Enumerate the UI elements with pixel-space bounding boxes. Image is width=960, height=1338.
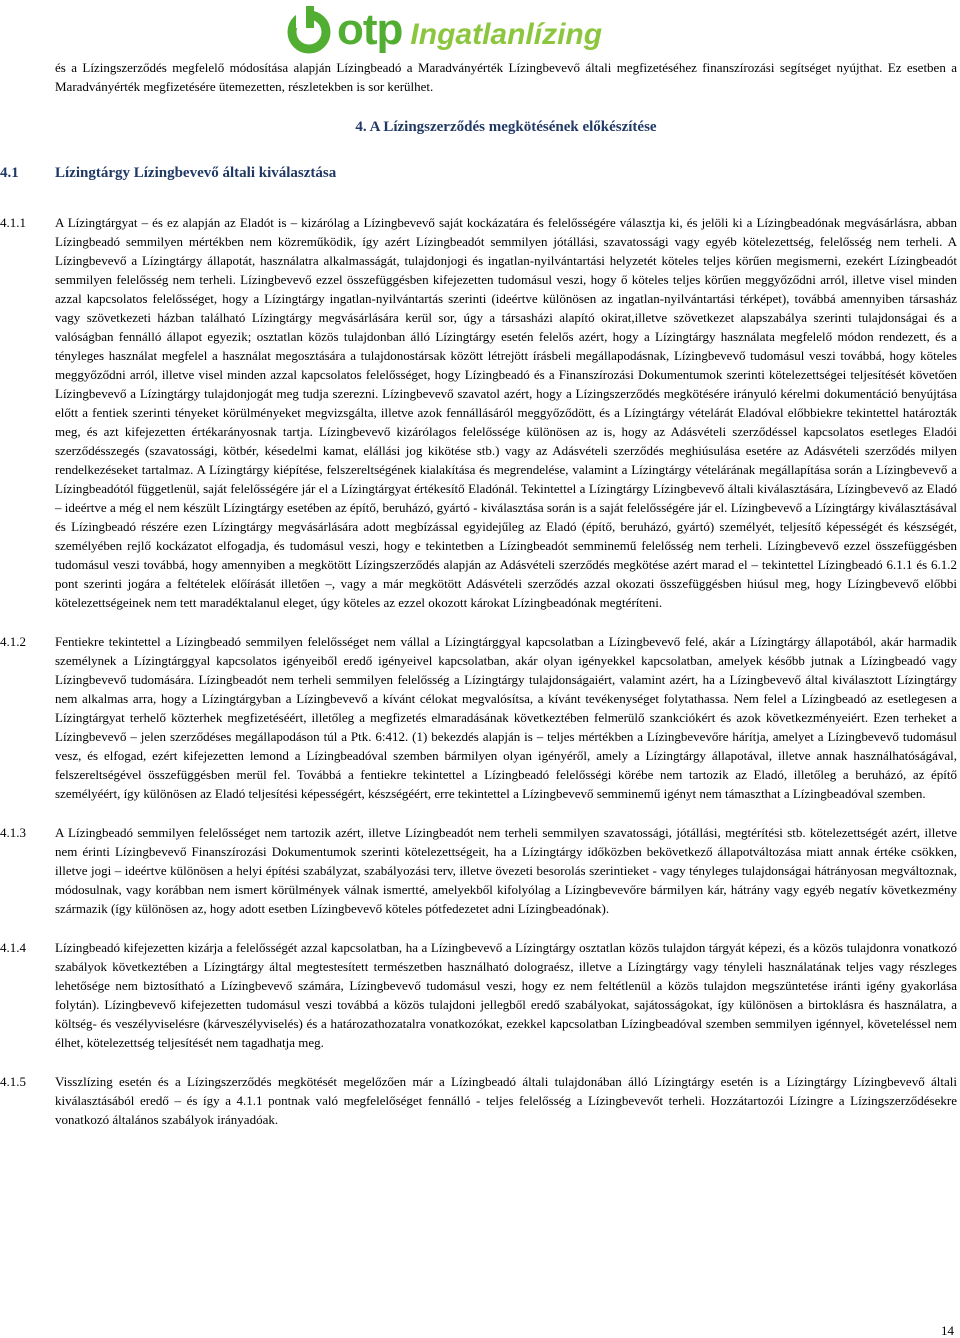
- intro-paragraph: és a Lízingszerződés megfelelő módosítása alapján Lízingbeadó a Maradványérték Lízingbevevő általi megfizetéséhez finanszírozási segítséget nyújthat. Ez esetben a Maradványérték megfizetésére ütemezetten, részletekben is sor kerülhet.: [55, 60, 957, 94]
- subsection-title: Lízingtárgy Lízingbevevő általi kiválasztása: [55, 165, 337, 181]
- subsection-number: 4.1: [0, 165, 19, 181]
- section-title: 4. A Lízingszerződés megkötésének előkészítése: [355, 119, 657, 135]
- logo-word: otp: [337, 5, 403, 54]
- clause-4-1-1: [0, 213, 957, 612]
- clause-number: 4.1.2: [0, 634, 26, 649]
- clause-4-1-2: [0, 632, 957, 803]
- otp-ingatlanlizing-logo: [287, 2, 602, 58]
- clause-number: 4.1.5: [0, 1074, 26, 1089]
- subsection-heading: [0, 163, 957, 183]
- clause-4-1-5: [0, 1072, 957, 1129]
- clause-text: Fentiekre tekintettel a Lízingbeadó semmilyen felelősséget nem vállal a Lízingtárggyal kapcsolatban a Lízingbevevő felé, akár a Lízingtárgy állapotából, akár harmadik személynek a Lízingtárggyal kapcsolatos igényeiből eredő igényeivel kapcsolatban, akár olyan igényekkel kapcsolatban, amelyek később jutnak a Lízingbeadó vagy Lízingbevevő tudomására. Lízingbeadót nem terheli semmilyen felelősség a Lízingtárgy tulajdonságaiért, valamint azért, ha a Lízingbevevő által kiválasztott Lízingtárgy nem alkalmas arra, hogy a Lízingtárgyban a Lízingbevevő a kívánt célokat megvalósítsa, a kívánt tevékenységet folytathassa. Nem felel a Lízingbeadó az esetlegesen a Lízingtárgyat terhelő közterhek megfizetéséért, illetőleg a megfizetés elmaradásának következtében felmerülő szankciókért és azok következményeiért. Ezen terheket a Lízingbevevő – jelen szerződéses megállapodáson túl a Ptk. 6:412. (1) bekezdés alapján is – teljes mértékben a Lízingbevevőre hárítja, amelyet a Lízingbevevő tudomásul vesz, és elfogad, ezért kifejezetten lemond a Lízingbeadóval szemben bármilyen olyan igényéről, amely a Lízingtárgy állapotával, illetve annak használhatóságával, felszereltségével összefüggésben merül fel. Továbbá a fentiekre tekintettel a Lízingbeadó felelősségi körébe nem tartozik az Eladó, illetőleg a beruházó, az építő személyéért, így különösen az Eladó teljesítési képességért, készségéért, erre tekintettel a Lízingbevevő semminemű igényt nem támaszthat a Lízingbeadóval szemben.: [55, 634, 957, 801]
- otp-logo-mark-icon: [287, 6, 331, 54]
- clause-number: 4.1.1: [0, 215, 26, 230]
- clause-number: 4.1.4: [0, 940, 26, 955]
- clause-4-1-4: [0, 938, 957, 1052]
- clause-text: A Lízingbeadó semmilyen felelősséget nem tartozik azért, illetve Lízingbeadót nem terheli semmilyen szavatossági, jótállási, megtérítési stb. kötelezettségét azért, illetve nem érinti Lízingbevevő Finanszírozási Dokumentumok szerinti kötelezettségeit, ha a Lízingtárgy időközben bekövetkező állapotváltozása miatt annak értéke csökken, illetve jogi – ideértve különösen a helyi építési szabályzat, szabályozási terv, illetve övezeti besorolás szerintieket - vagy tényleges tulajdonságai hátrányosan megváltoznak, módosulnak, vagy korábban nem ismert körülmények válnak ismertté, amelyekből kifolyólag a Lízingbevevőre bármilyen kár, hátrány vagy egyéb negatív következmény származik (így különösen az, hogy adott esetben Lízingbevevő köteles pótfedezetet adni Lízingbeadónak).: [55, 825, 957, 916]
- clause-4-1-3: [0, 823, 957, 918]
- clause-text: A Lízingtárgyat – és ez alapján az Eladót is – kizárólag a Lízingbevevő saját kockázatára és felelősségére választja ki, és jelöli ki a Lízingbeadónak megvásárlásra, abban Lízingbeadó semmilyen mértékben nem közreműködik, így azért Lízingbeadót semmilyen jótállási, szavatossági vagy egyéb kötelezettség, felelősség nem terheli. A Lízingbevevő a Lízingtárgy állapotát, használatra alkalmasságát, tulajdonjogi és ingatlan-nyilvántartási helyzetét köteles teljes körűen megismerni, ezekért Lízingbeadót semmilyen felelősség nem terheli. Lízingbevevő ezzel összefüggésben kifejezetten tudomásul veszi, hogy ő köteles teljes körűen meggyőződni arról, illetve visel minden azzal kapcsolatos felelősséget, hogy a Lízingtárgy ingatlan-nyilvántartás szerinti (ideértve különösen az ingatlan-nyilvántartási térképet), továbbá amennyiben társasház vagy szövetkezeti házban található Lízingtárgy megvásárlására kerül sor, úgy a társasházi alapító okirat,illetve szövetkezet alapszabálya szerinti tulajdonságai és a valóságban fennálló állapot egyezik; osztatlan közös tulajdonban álló Lízingtárgy esetén felelős azért, hogy a Lízingtárgy használata megfelelő módon rendezett, és a tényleges használat megfelel a használat megosztására a tulajdonostársak között létrejött írásbeli megállapodásnak, Lízingbevevő tudomásul veszi továbbá, hogy köteles meggyőződni arról, illetve visel minden azzal kapcsolatos felelősséget, hogy Lízingbeadó és a Finanszírozási Dokumentumok szerinti kötelezettségei teljesítését követően Lízingbevevő a Lízingtárgy tulajdonjogát meg tudja szerezni. Lízingbevevő szavatol azért, hogy a Lízingszerződés megkötésére irányuló kérelmi dokumentáció benyújtása előtt a fentiek szerinti tényeket körülményeket megvizsgálta, illetve azok fennállásáról meggyőződött, és a Lízingtárgy vételárát Eladóval előbbiekre tekintettel határozták meg, és azt kifejezetten értékarányosnak tartja. Lízingbevevő kizárólagos felelőssége különösen az is, hogy az Adásvételi szerződéssel kapcsolatos esetleges Eladói szerződésszegés (szavatossági, kötbér, késedelmi kamat, elállási jog kikötése stb.) vagy az Adásvételi szerződés meghiúsulása esetére az Adásvételi szerződés milyen rendelkezéseket tartalmaz. A Lízingtárgy kiépítése, felszereltségének kialakítása és megrendelése, valamint a Lízingtárgy vételárának megállapítása során a Lízingbevevő a Lízingbeadótól függetlenül, saját felelősségére jár el a Lízingtárgyat értékesítő Eladónál. Tekintettel a Lízingtárgy Lízingbevevő általi kiválasztására, Lízingbevevő az Eladó – ideértve a még el nem készült Lízingtárgy esetében az építő, beruházó, gyártó - kiválasztása során is a saját felelősségére jár el. Lízingbevevő a Lízingtárgy kiválasztásával és Lízingbeadó részére ezen Lízingtárgy megvásárlására adott megbízással egyidejűleg az Eladó (építő, beruházó, gyártó) személyét, teljesítő képességét és készségét, személyében rejlő kockázatot elfogadja, és tudomásul veszi, hogy e tekintetben a Lízingbeadót semminemű felelősség nem terheli. Lízingbevevő ezzel összefüggésben tudomásul veszi továbbá, hogy amennyiben a megkötött Lízingszerződés alapján az Adásvételi szerződés megkötése azért marad el – tekintettel Lízingbeadó 6.1.1 és 6.1.2 pont szerinti jogára a feltételek előírását illetően –, vagy a már megkötött Adásvételi szerződés azzal okozati összefüggésben hiúsul meg, hogy Lízingbevevő előbbi kötelezettségeinek nem tett maradéktalanul eleget, úgy köteles az ezzel okozott károkat Lízingbeadónak megtéríteni.: [55, 215, 957, 610]
- clause-text: Visszlízing esetén és a Lízingszerződés megkötését megelőzően már a Lízingbeadó általi tulajdonában álló Lízingtárgy esetén is a Lízingtárgy Lízingbevevő általi kiválasztásából eredő – és így a 4.1.1 pontnak való megfelelőséget fennálló - teljes felelősség a Lízingbevevőt terheli. Hozzátartozói Lízingre a Lízingszerződésekre vonatkozó általános szabályok irányadóak.: [55, 1074, 957, 1127]
- logo-subtitle: Ingatlanlízing: [410, 18, 603, 51]
- document-body: [0, 58, 957, 1129]
- page-number: 14: [941, 1323, 954, 1338]
- clause-number: 4.1.3: [0, 825, 26, 840]
- clause-text: Lízingbeadó kifejezetten kizárja a felelősségét azzal kapcsolatban, ha a Lízingbevevő a Lízingtárgy osztatlan közös tulajdon tárgyát képezi, és a közös tulajdonra vonatkozó szabályok következtében a Lízingtárgy által megtestesített természetben használható dolograész, illetve a Lízingtárgy vagy tényleli használatának teljes vagy részleges lehetősége nem biztosítható a Lízingbevevő számára, Lízingbevevő tudomásul veszi, hogy ez nem feltétlenül a közös tulajdon megszüntetése iránti igény gyakorlása folytán). Lízingbevevő kifejezetten tudomásul veszi továbbá a közös tulajdoni jellegből eredő szabályokat, sajátosságokat, így különösen a birtoklásra és használatra, a költség- és veszélyviselésre (kárveszélyviselés) és a határozathozatalra vonatkozókat, ezekkel kapcsolatban Lízingbeadóval szemben semmilyen igénnyel, követeléssel nem élhet, kötelezettség teljesítését nem tagadhatja meg.: [55, 940, 957, 1050]
